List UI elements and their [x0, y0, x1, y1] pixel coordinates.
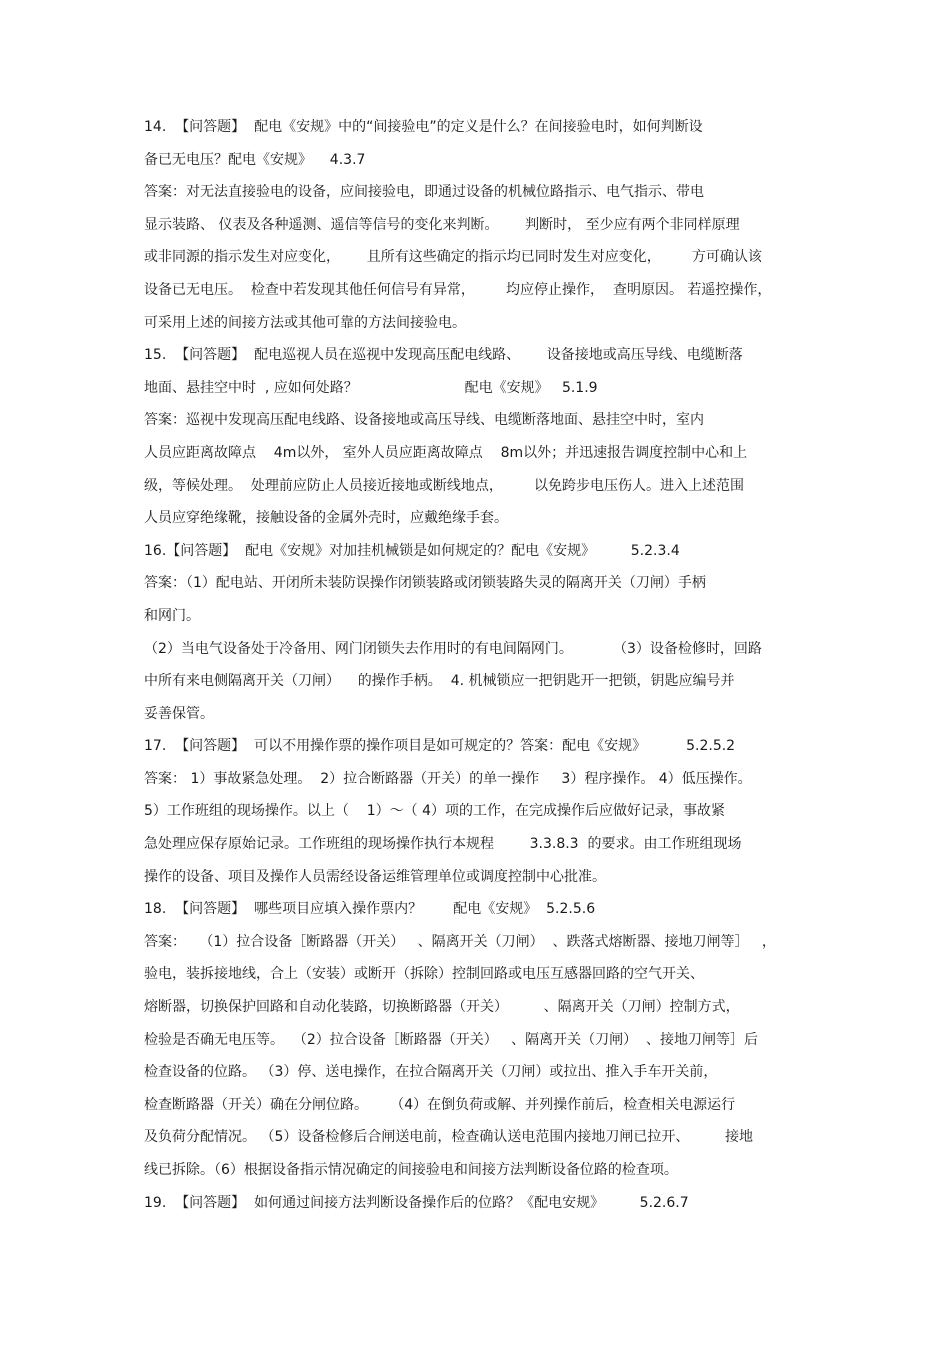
text-line: 答案： （1）拉合设备［断路器（开关） 、隔离开关（刀闸） 、跌落式熔断器、接地刀闸等］ ， — [144, 933, 776, 950]
text-line: 设备已无电压。 检查中若发现其他任何信号有异常， 均应停止操作， 查明原因。 若遥控操作， — [144, 281, 772, 298]
text-line: 检验是否确无电压等。 （2）拉合设备［断路器（开关） 、隔离开关（刀闸） 、接地刀闸等］后 — [144, 1031, 759, 1048]
text-line: 人员应距离故障点 4m以外， 室外人员应距离故障点 8m以外；并迅速报告调度控制中心和上 — [144, 444, 748, 461]
text-line: 急处理应保存原始记录。工作班组的现场操作执行本规程 3.3.8.3 的要求。由工作班组现场 — [144, 836, 742, 853]
text-line: 18. 【问答题】 哪些项目应填入操作票内？ 配电《安规》 5.2.5.6 — [144, 901, 596, 918]
text-line: 妥善保管。 — [144, 705, 214, 722]
text-line: 17. 【问答题】 可以不用操作票的操作项目是如可规定的？答案：配电《安规》 5.2.5.2 — [144, 738, 736, 755]
text-line: 15. 【问答题】 配电巡视人员在巡视中发现高压配电线路、 设备接地或高压导线、电缆断落 — [144, 347, 743, 364]
text-line: 19. 【问答题】 如何通过间接方法判断设备操作后的位路？《配电安规》 5.2.6.7 — [144, 1194, 689, 1211]
text-line: 显示装路、 仪表及各种遥测、遥信等信号的变化来判断。 判断时， 至少应有两个非同样原理 — [144, 216, 740, 233]
text-line: 检查设备的位路。 （3）停、送电操作，在拉合隔离开关（刀闸）或拉出、推入手车开关前， — [144, 1064, 718, 1081]
text-line: （2）当电气设备处于冷备用、网门闭锁失去作用时的有电间隔网门。 （3）设备检修时，回路 — [144, 640, 762, 657]
text-line: 线已拆除。（6）根据设备指示情况确定的间接验电和间接方法判断设备位路的检查项。 — [144, 1162, 678, 1178]
text-line: 答案：对无法直接验电的设备，应间接验电，即通过设备的机械位路指示、电气指示、带电 — [144, 184, 704, 201]
text-line: 答案： 1）事故紧急处理。 2）拉合断路器（开关）的单一操作 3）程序操作。 4）低压操作。 — [144, 770, 752, 787]
text-line: 16.【问答题】 配电《安规》对加挂机械锁是如何规定的？配电《安规》 5.2.3.4 — [144, 542, 680, 559]
text-line: 和网门。 — [144, 607, 200, 624]
text-line: 操作的设备、项目及操作人员需经设备运维管理单位或调度控制中心批准。 — [144, 868, 606, 885]
text-line: 5）工作班组的现场操作。以上（ 1）～（ 4）项的工作，在完成操作后应做好记录，事故紧 — [144, 803, 725, 820]
text-line: 中所有来电侧隔离开关（刀闸） 的操作手柄。 4. 机械锁应一把钥匙开一把锁，钥匙应编号并 — [144, 673, 735, 690]
text-line: 14. 【问答题】 配电《安规》中的“间接验电”的定义是什么？在间接验电时，如何判断设 — [144, 119, 703, 135]
document-body — [144, 111, 814, 1219]
text-line: 地面、悬挂空中时 , 应如何处路？ 配电《安规》 5.1.9 — [144, 379, 598, 396]
text-line: 级，等候处理。 处理前应防止人员接近接地或断线地点， 以免跨步电压伤人。进入上述范围 — [144, 477, 745, 494]
text-line: 人员应穿绝缘靴，接触设备的金属外壳时，应戴绝缘手套。 — [144, 510, 508, 527]
text-line: 可采用上述的间接方法或其他可靠的方法间接验电。 — [144, 314, 466, 331]
text-line: 备已无电压？配电《安规》 4.3.7 — [144, 151, 366, 168]
text-line: 或非同源的指示发生对应变化， 且所有这些确定的指示均已同时发生对应变化， 方可确认该 — [144, 249, 762, 266]
text-line: 熔断器，切换保护回路和自动化装路，切换断路器（开关） 、隔离开关（刀闸）控制方式， — [144, 999, 740, 1016]
text-line: 答案：巡视中发现高压配电线路、设备接地或高压导线、电缆断落地面、悬挂空中时，室内 — [144, 412, 704, 429]
text-line: 验电，装拆接地线，合上（安装）或断开（拆除）控制回路或电压互感器回路的空气开关、 — [144, 966, 704, 983]
text-line: 检查断路器（开关）确在分闸位路。 （4）在倒负荷或解、并列操作前后，检查相关电源运行 — [144, 1096, 736, 1113]
text-line: 及负荷分配情况。 （5）设备检修后合闸送电前，检查确认送电范围内接地刀闸已拉开、 接地 — [144, 1129, 753, 1146]
text-line: 答案：（1）配电站、开闭所未装防误操作闭锁装路或闭锁装路失灵的隔离开关（刀闸）手柄 — [144, 575, 706, 592]
